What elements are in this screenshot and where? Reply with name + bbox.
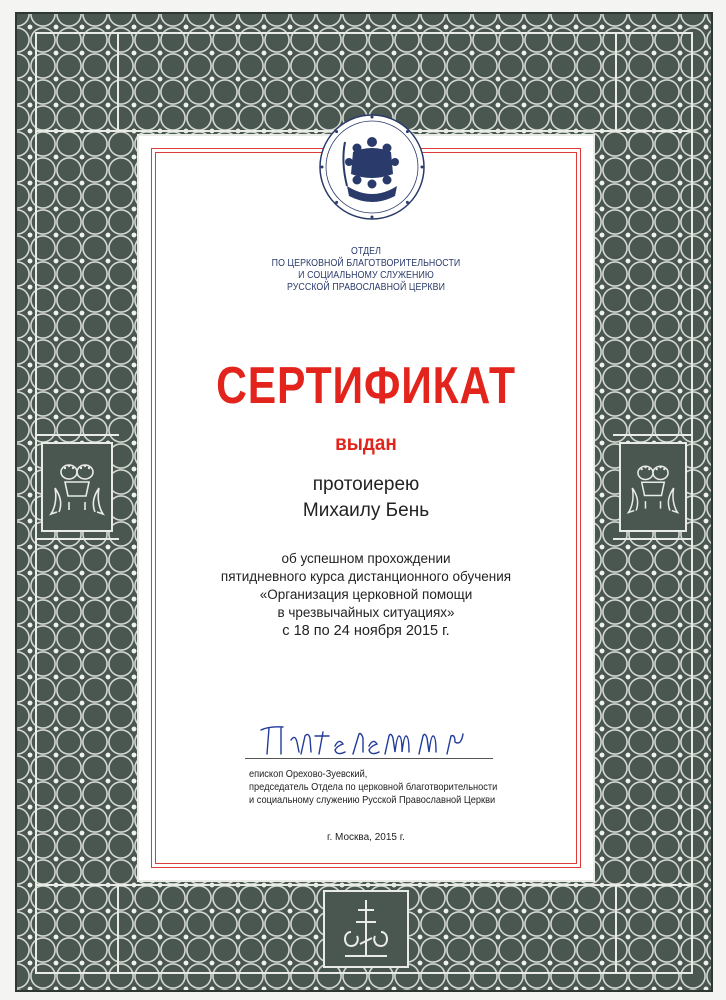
frame-line-top-left-v: [117, 32, 119, 132]
signer-line: председатель Отдела по церковной благотворительности: [249, 781, 498, 793]
signer-line: и социальному служению Русской Православной Церкви: [249, 794, 496, 806]
course-line: «Организация церковной помощи: [259, 587, 473, 602]
course-line: пятидневного курса дистанционного обучения: [220, 569, 512, 584]
course-description: [145, 550, 587, 640]
frame-line-bottom-h: [35, 884, 693, 886]
frame-line-mid-right-a: [613, 434, 693, 436]
department-line: ОТДЕЛ: [351, 246, 381, 257]
certificate-title: СЕРТИФИКАТ: [216, 357, 516, 415]
signature: [257, 720, 477, 760]
certificate-frame: [15, 12, 713, 992]
bottom-cross-emblem: [323, 890, 409, 968]
signer-line: епископ Орехово-Зуевский,: [249, 768, 368, 780]
left-fish-emblem: [41, 442, 113, 532]
place-date: г. Москва, 2015 г.: [327, 832, 405, 843]
frame-line-left: [35, 32, 37, 974]
course-line: об успешном прохождении: [281, 551, 451, 566]
department-line: И СОЦИАЛЬНОМУ СЛУЖЕНИЮ: [298, 270, 434, 281]
issued-label: выдан: [335, 432, 397, 455]
frame-line-top: [35, 32, 693, 34]
recipient-name: Михаилу Бень: [302, 500, 430, 521]
certificate-body: [139, 136, 593, 880]
cross-icon: [325, 892, 407, 966]
signature-line: [245, 758, 493, 759]
frame-line-bottom-right-v: [615, 884, 617, 974]
course-line: с 18 по 24 ноября 2015 г.: [282, 623, 450, 639]
frame-line-mid-left-b: [35, 538, 119, 540]
department-line: РУССКОЙ ПРАВОСЛАВНОЙ ЦЕРКВИ: [286, 282, 446, 293]
frame-line-right: [691, 32, 693, 974]
signer-title: [249, 768, 579, 807]
frame-line-mid-right-b: [613, 538, 693, 540]
course-line: в чрезвычайных ситуациях»: [277, 605, 455, 620]
frame-line-bottom: [35, 972, 693, 974]
department-line: ПО ЦЕРКОВНОЙ БЛАГОТВОРИТЕЛЬНОСТИ: [271, 258, 461, 269]
department-title: [145, 246, 587, 294]
frame-line-mid-left-a: [35, 434, 119, 436]
frame-line-bottom-left-v: [117, 884, 119, 974]
frame-line-top-right-v: [615, 32, 617, 132]
fish-bread-icon: [621, 444, 685, 530]
right-fish-emblem: [619, 442, 687, 532]
department-seal-icon: [317, 112, 427, 222]
recipient-rank: протоиерею: [312, 474, 420, 495]
fish-bread-icon: [43, 444, 111, 530]
